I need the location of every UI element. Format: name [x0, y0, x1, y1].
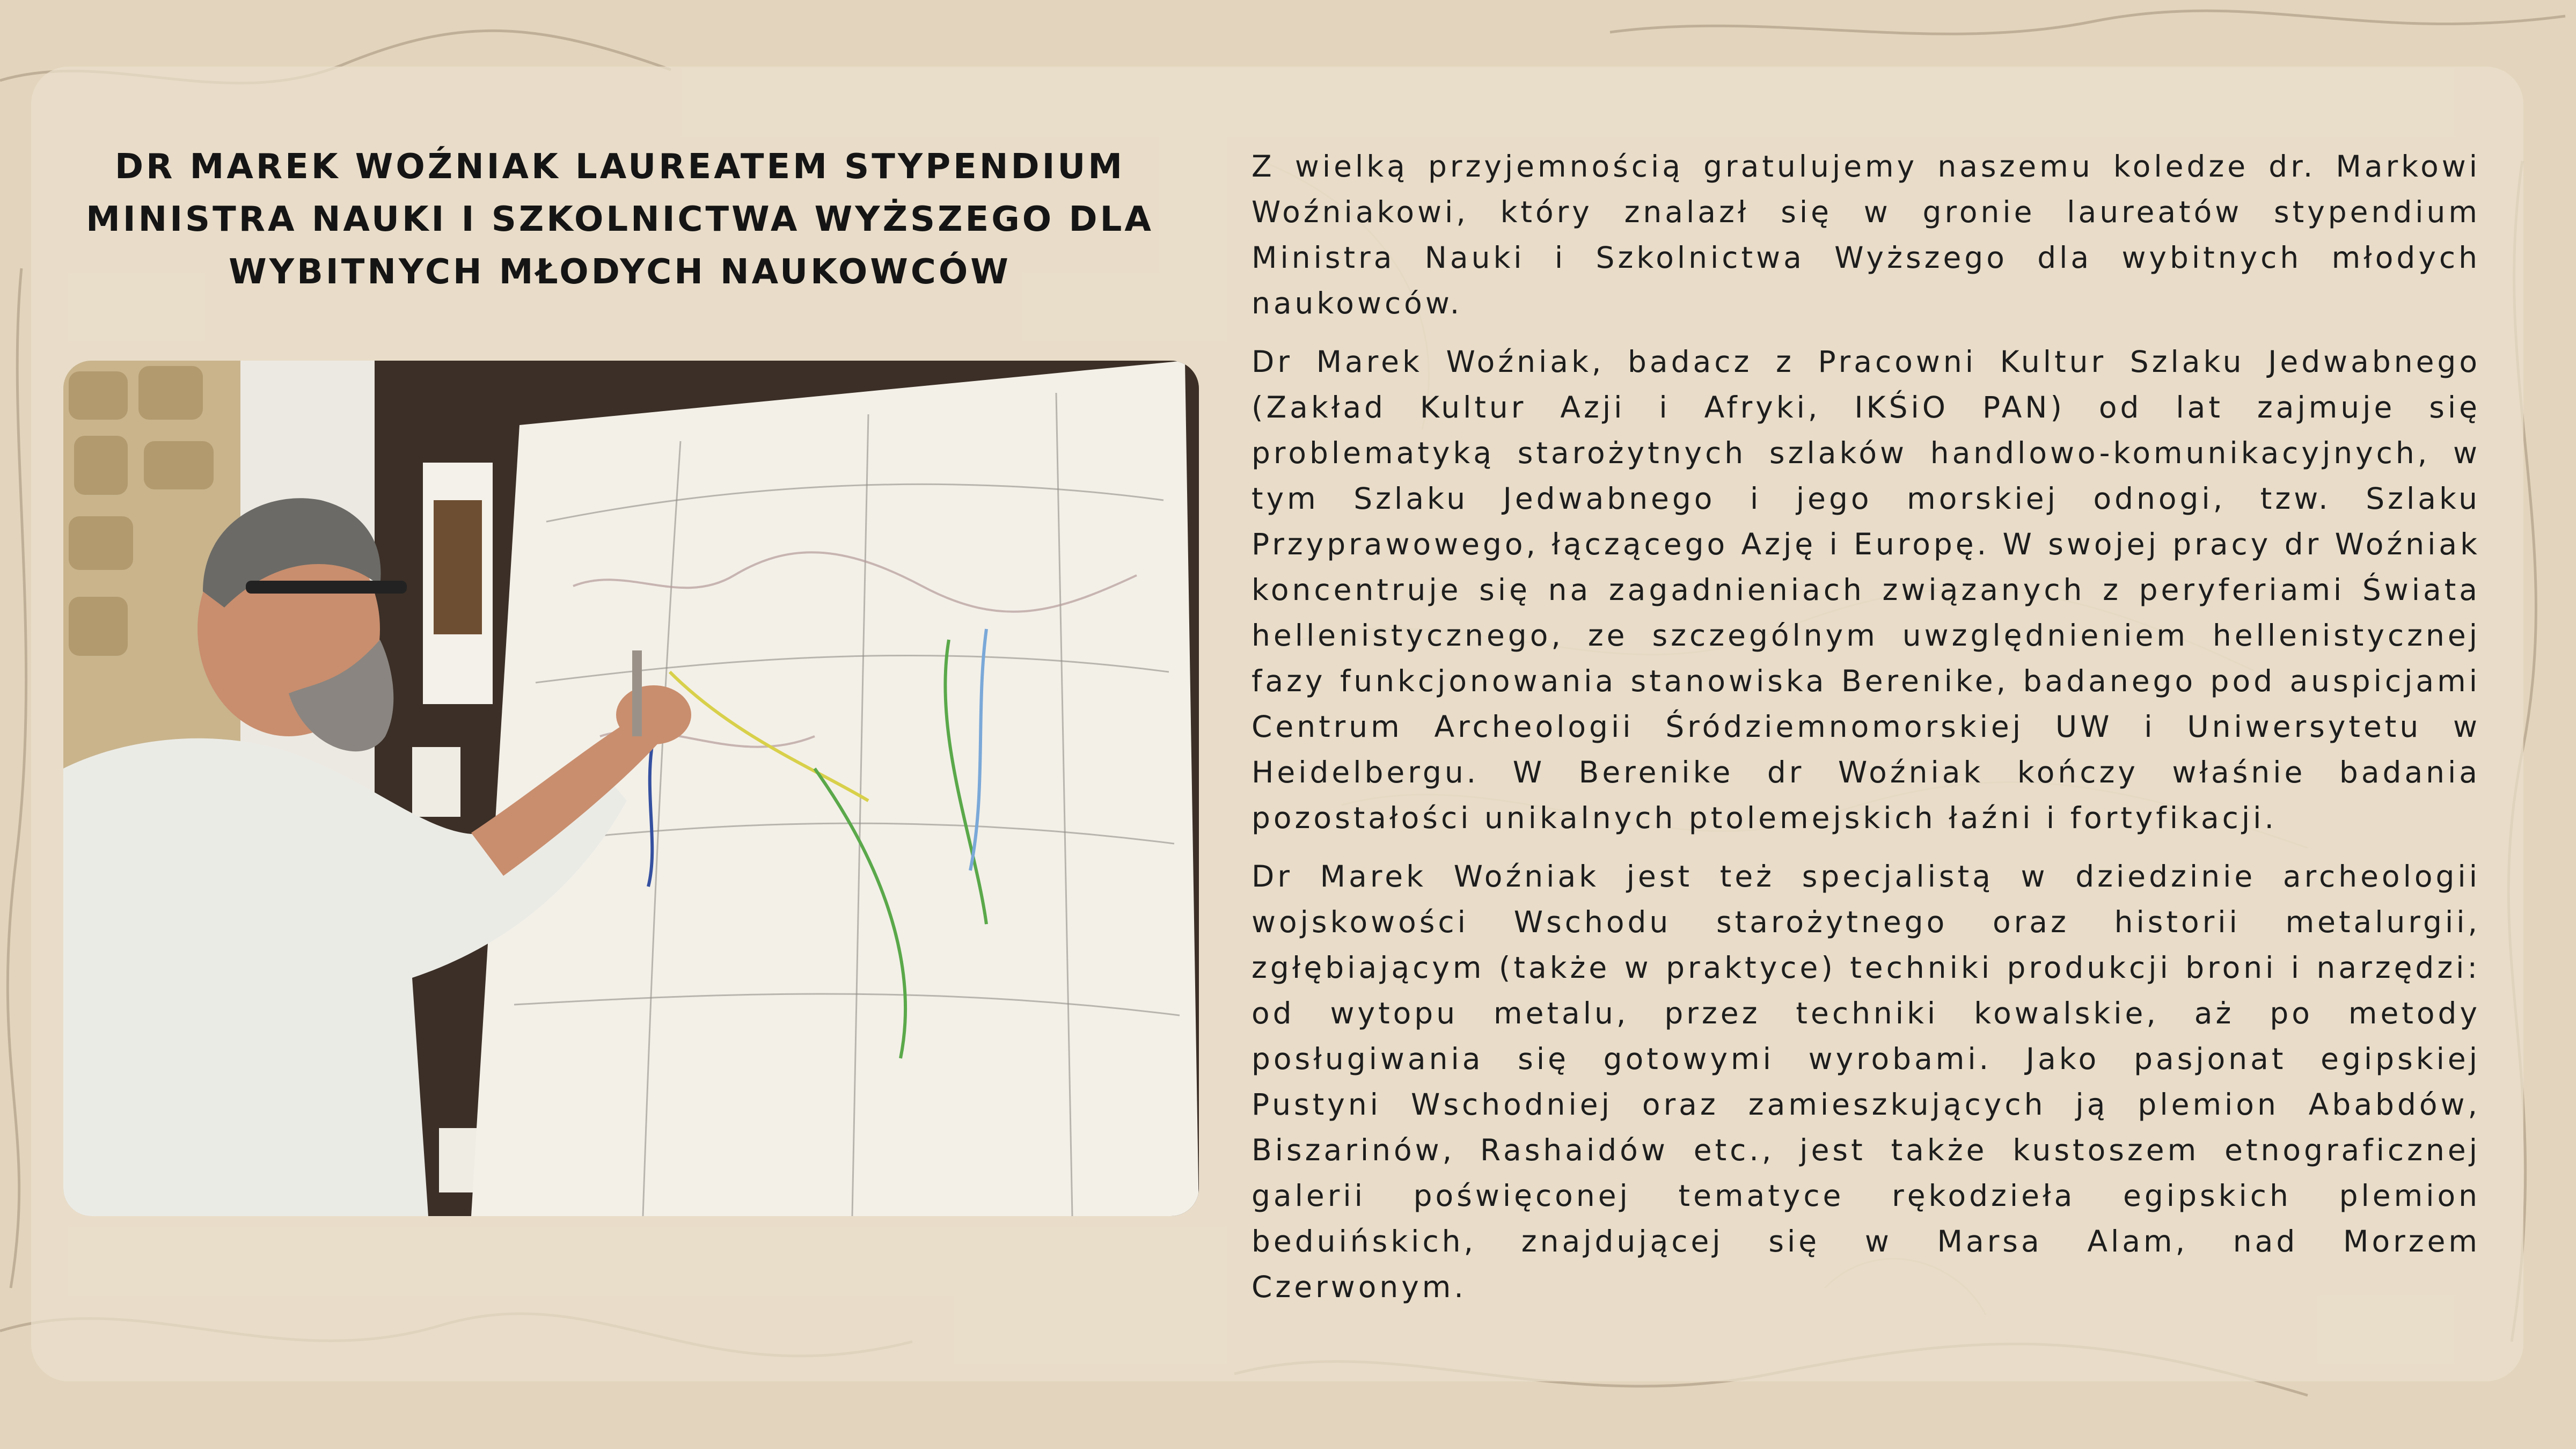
article-paragraph-1: Z wielką przyjemnością gratulujemy naszemu koledze dr. Markowi Woźniakowi, który znalazł się w gronie laureatów stypendium Ministra Nauki i Szkolnictwa Wyższego dla wybitnych młodych naukowców.	[1252, 149, 2480, 320]
article-paragraph-3: Dr Marek Woźniak jest też specjalistą w dziedzinie archeologii wojskowości Wschodu starożytnego oraz historii metalurgii, zgłębiającym (także w praktyce) techniki produkcji broni i narzędzi: od wytopu metalu, przez techniki kowalskie, aż po metody posługiwania się gotowymi wyrobami. Jako pasjonat egipskiej Pustyni Wschodniej oraz zamieszkujących ją plemion Ababdów, Biszarinów, Rashaidów etc., jest także kustoszem etnograficznej galerii poświęconej tematyce rękodzieła egipskich plemion beduińskich, znajdującej się w Marsa Alam, nad Morzem Czerwonym.	[1252, 859, 2480, 1304]
article-body	[1252, 144, 2480, 1323]
photo-man-at-map	[63, 361, 1199, 1216]
page-title: DR MAREK WOŹNIAK LAUREATEM STYPENDIUM MINISTRA NAUKI I SZKOLNICTWA WYŻSZEGO DLA WYBITNYCH MŁODYCH NAUKOWCÓW	[86, 147, 1154, 292]
article-paragraph-2: Dr Marek Woźniak, badacz z Pracowni Kultur Szlaku Jedwabnego (Zakład Kultur Azji i Afryki, IKŚiO PAN) od lat zajmuje się problematyką starożytnych szlaków handlowo-komunikacyjnych, w tym Szlaku Jedwabnego i jego morskiej odnogi, tzw. Szlaku Przyprawowego, łączącego Azję i Europę. W swojej pracy dr Woźniak koncentruje się na zagadnieniach związanych z peryferiami Świata hellenistycznego, ze szczególnym uwzględnieniem hellenistycznej fazy funkcjonowania stanowiska Berenike, badanego pod auspicjami Centrum Archeologii Śródziemnomorskiej UW i Uniwersytetu w Heidelbergu. W Berenike dr Woźniak kończy właśnie badania pozostałości unikalnych ptolemejskich łaźni i fortyfikacji.	[1252, 345, 2480, 835]
